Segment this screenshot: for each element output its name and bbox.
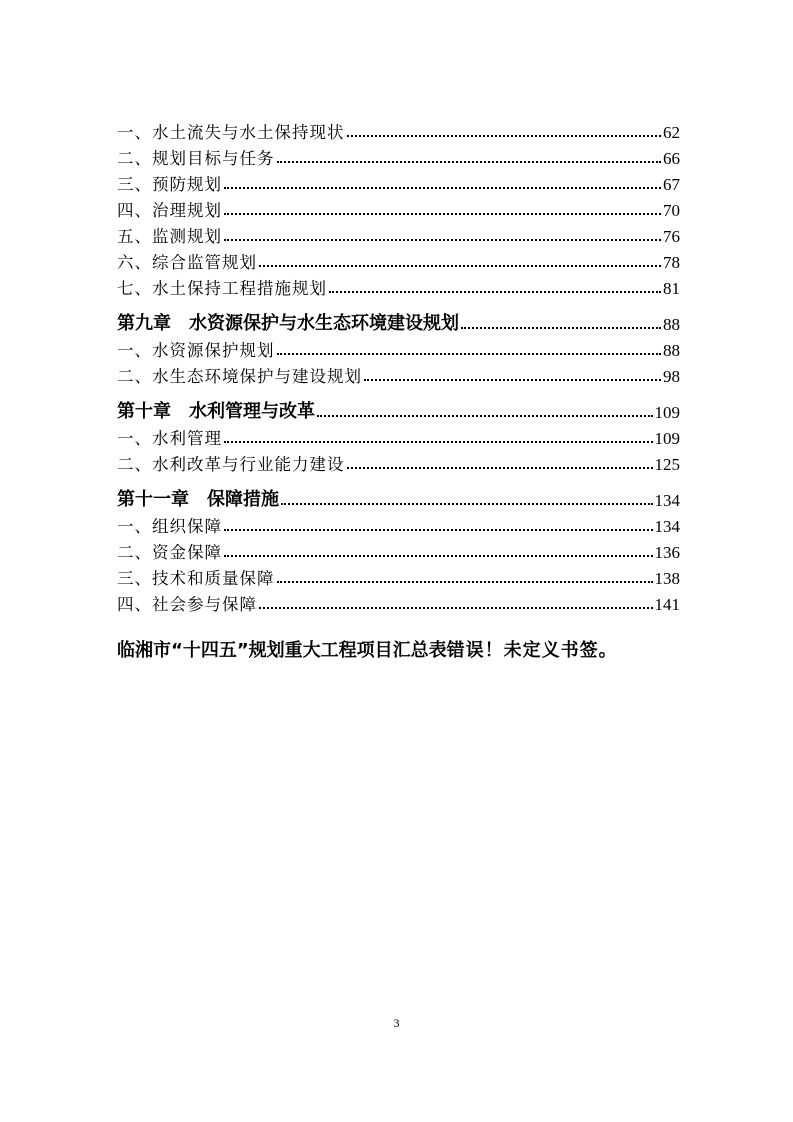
toc-dot-leader — [347, 467, 653, 469]
toc-entry-page-number: 134 — [654, 517, 680, 536]
toc-entry-label: 五、监测规划 — [117, 226, 222, 246]
toc-dot-leader — [224, 213, 661, 215]
toc-dot-leader — [329, 291, 661, 293]
toc-entry-page-number: 98 — [663, 367, 680, 386]
toc-entry-page-number: 66 — [663, 149, 680, 168]
toc-dot-leader — [224, 441, 653, 443]
toc-entry-label: 第九章 水资源保护与水生态环境建设规划 — [117, 313, 459, 334]
toc-entry-page-number: 76 — [663, 227, 680, 246]
page-number: 3 — [393, 1016, 400, 1030]
table-of-contents — [117, 115, 680, 613]
toc-entry-chapter[interactable] — [117, 391, 680, 421]
toc-entry-page-number: 88 — [663, 315, 680, 334]
toc-dot-leader — [277, 161, 662, 163]
toc-dot-leader — [461, 327, 661, 329]
toc-entry-section[interactable] — [117, 509, 680, 535]
toc-entry-section[interactable] — [117, 561, 680, 587]
toc-entry-section[interactable] — [117, 193, 680, 219]
toc-dot-leader — [281, 503, 653, 505]
toc-entry-section[interactable] — [117, 421, 680, 447]
toc-entry-label: 一、水土流失与水土保持现状 — [117, 122, 345, 142]
toc-entry-page-number: 109 — [654, 403, 680, 422]
toc-entry-page-number: 67 — [663, 175, 680, 194]
toc-dot-leader — [259, 265, 661, 267]
toc-entry-label: 三、预防规划 — [117, 174, 222, 194]
toc-dot-leader — [224, 529, 653, 531]
toc-entry-page-number: 138 — [654, 569, 680, 588]
toc-entry-page-number: 109 — [654, 429, 680, 448]
toc-entry-chapter[interactable] — [117, 479, 680, 509]
toc-dot-leader — [224, 239, 661, 241]
toc-entry-page-number: 141 — [654, 595, 680, 614]
toc-entry-label: 七、水土保持工程措施规划 — [117, 278, 327, 298]
toc-dot-leader — [277, 581, 653, 583]
toc-dot-leader — [259, 607, 653, 609]
toc-entry-section[interactable] — [117, 219, 680, 245]
bookmark-error-text: 错误！未定义书签。 — [446, 640, 618, 661]
toc-entry-section[interactable] — [117, 333, 680, 359]
toc-entry-summary-table[interactable] — [117, 642, 697, 660]
toc-entry-section[interactable] — [117, 447, 680, 473]
toc-entry-page-number: 70 — [663, 201, 680, 220]
toc-dot-leader — [364, 379, 661, 381]
toc-entry-label: 一、组织保障 — [117, 516, 222, 536]
toc-entry-label: 四、治理规划 — [117, 200, 222, 220]
toc-entry-page-number: 81 — [663, 279, 680, 298]
toc-dot-leader — [224, 555, 653, 557]
toc-entry-section[interactable] — [117, 535, 680, 561]
toc-entry-label: 二、规划目标与任务 — [117, 148, 275, 168]
toc-entry-page-number: 125 — [654, 455, 680, 474]
toc-dot-leader — [347, 135, 662, 137]
toc-entry-label: 二、资金保障 — [117, 542, 222, 562]
toc-entry-page-number: 136 — [654, 543, 680, 562]
toc-entry-section[interactable] — [117, 167, 680, 193]
toc-entry-section[interactable] — [117, 115, 680, 141]
summary-table-title: 临湘市“十四五”规划重大工程项目汇总表 — [117, 640, 447, 661]
toc-entry-section[interactable] — [117, 587, 680, 613]
toc-entry-section[interactable] — [117, 359, 680, 385]
toc-dot-leader — [224, 187, 661, 189]
toc-entry-label: 二、水利改革与行业能力建设 — [117, 454, 345, 474]
toc-entry-page-number: 134 — [654, 491, 680, 510]
toc-entry-label: 三、技术和质量保障 — [117, 568, 275, 588]
toc-entry-label: 四、社会参与保障 — [117, 594, 257, 614]
toc-entry-label: 六、综合监管规划 — [117, 252, 257, 272]
toc-entry-section[interactable] — [117, 245, 680, 271]
toc-dot-leader — [317, 415, 653, 417]
toc-entry-label: 一、水资源保护规划 — [117, 340, 275, 360]
toc-entry-section[interactable] — [117, 271, 680, 297]
toc-entry-chapter[interactable] — [117, 303, 680, 333]
toc-entry-page-number: 88 — [663, 341, 680, 360]
toc-entry-section[interactable] — [117, 141, 680, 167]
toc-dot-leader — [277, 353, 662, 355]
toc-entry-label: 二、水生态环境保护与建设规划 — [117, 366, 362, 386]
toc-entry-label: 第十章 水利管理与改革 — [117, 401, 315, 422]
toc-entry-label: 第十一章 保障措施 — [117, 489, 279, 510]
toc-entry-page-number: 62 — [663, 123, 680, 142]
toc-entry-page-number: 78 — [663, 253, 680, 272]
toc-entry-label: 一、水利管理 — [117, 428, 222, 448]
